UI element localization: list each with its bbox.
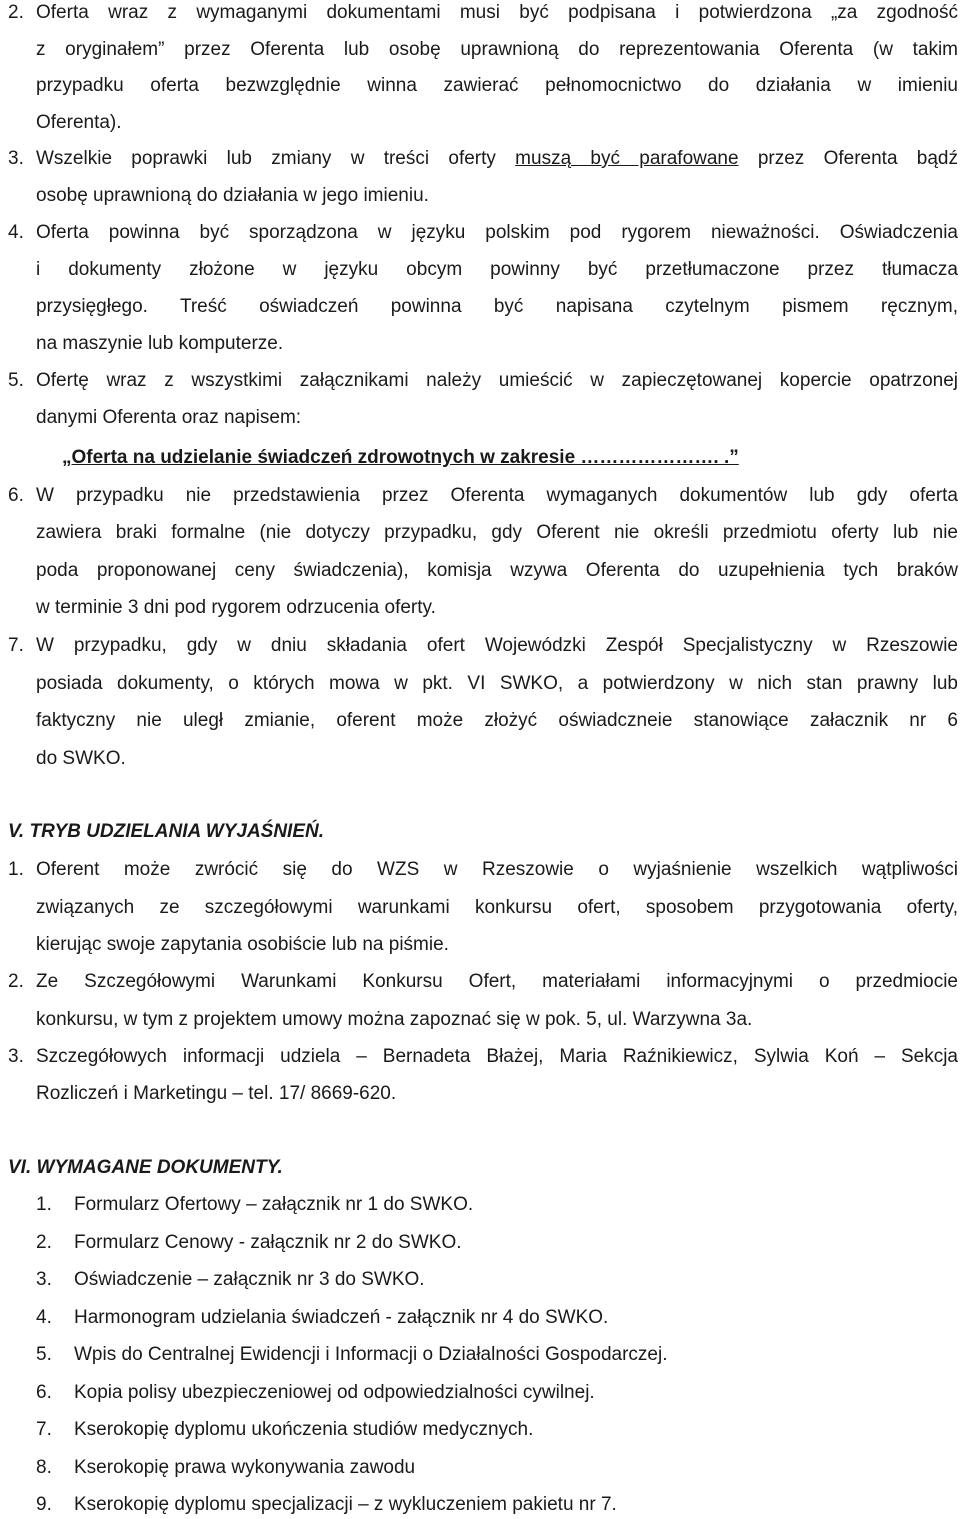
- item-number: 1.: [36, 1194, 52, 1215]
- paragraph-line: posiada dokumenty, o których mowa w pkt. VI SWKO, a potwierdzony w nich stan prawny lub: [36, 673, 958, 694]
- document-name: Formularz Cenowy - załącznik nr 2 do SWKO.: [74, 1231, 462, 1253]
- item-number: 4.: [36, 1306, 52, 1328]
- item-number: 6.: [36, 1381, 52, 1403]
- document-list-item: [36, 1344, 667, 1366]
- paragraph-line: kierując swoje zapytania osobiście lub na piśmie.: [36, 934, 449, 955]
- item-number: 3.: [8, 148, 24, 169]
- item-number: 7.: [36, 1419, 52, 1440]
- section-heading-v: V. TRYB UDZIELANIA WYJAŚNIEŃ.: [8, 821, 325, 842]
- paragraph-line: poda proponowanej ceny świadczenia), komisja wzywa Oferenta do uzupełnienia tych braków: [36, 560, 958, 581]
- paragraph-line: Rozliczeń i Marketingu – tel. 17/ 8669-620.: [36, 1083, 397, 1104]
- document-list-item: [36, 1457, 415, 1479]
- paragraph-line: [36, 148, 958, 170]
- paragraph-line: Oferta wraz z wymaganymi dokumentami musi być podpisana i potwierdzona „za zgodność: [36, 2, 958, 23]
- paragraph-line: Oferent może zwrócić się do WZS w Rzeszowie o wyjaśnienie wszelkich wątpliwości: [36, 859, 958, 880]
- document-list-item: [36, 1419, 533, 1441]
- document-name: Kopia polisy ubezpieczeniowej od odpowiedzialności cywilnej.: [74, 1381, 595, 1403]
- paragraph-line: W przypadku, gdy w dniu składania ofert Wojewódzki Zespół Specjalistyczny w Rzeszowie: [36, 635, 958, 656]
- document-list-item: [36, 1382, 595, 1404]
- item-number: 3.: [8, 1046, 24, 1067]
- document-name: Harmonogram udzielania świadczeń - załącznik nr 4 do SWKO.: [74, 1306, 609, 1328]
- document-name: Kserokopię dyplomu specjalizacji – z wykluczeniem pakietu nr 7.: [74, 1494, 617, 1515]
- paragraph-text: Wszelkie poprawki lub zmiany w treści oferty: [36, 148, 496, 169]
- paragraph-line: przysięgłego. Treść oświadczeń powinna być napisana czytelnym pismem ręcznym,: [36, 296, 958, 317]
- paragraph-line: i dokumenty złożone w języku obcym powinny być przetłumaczone przez tłumacza: [36, 259, 958, 280]
- paragraph-text: przez Oferenta bądź: [757, 148, 958, 169]
- item-number: 6.: [8, 485, 24, 506]
- document-name: Kserokopię prawa wykonywania zawodu: [74, 1456, 416, 1478]
- item-number: 1.: [8, 859, 24, 880]
- item-number: 7.: [8, 635, 24, 656]
- paragraph-line: Oferenta).: [36, 112, 122, 133]
- paragraph-line: Ofertę wraz z wszystkimi załącznikami należy umieścić w zapieczętowanej kopercie opatrzonej: [36, 370, 958, 391]
- item-number: 4.: [8, 222, 24, 243]
- paragraph-line: Oferta powinna być sporządzona w języku polskim pod rygorem nieważności. Oświadczenia: [36, 222, 958, 243]
- document-list-item: [36, 1494, 617, 1516]
- document-list-item: [36, 1232, 462, 1254]
- item-number: 9.: [36, 1494, 52, 1515]
- document-name: Oświadczenie – załącznik nr 3 do SWKO.: [74, 1269, 425, 1290]
- envelope-label-statement: „Oferta na udzielanie świadczeń zdrowotnych w zakresie …………………. .”: [62, 447, 739, 468]
- paragraph-line: faktyczny nie uległ zmianie, oferent może złożyć oświadczneie stanowiące załacznik nr 6: [36, 710, 958, 731]
- paragraph-line: Ze Szczegółowymi Warunkami Konkursu Ofert, materiałami informacyjnymi o przedmiocie: [36, 971, 958, 992]
- document-name: Kserokopię dyplomu ukończenia studiów medycznych.: [74, 1419, 534, 1440]
- item-number: 2.: [8, 2, 24, 23]
- paragraph-line: związanych ze szczegółowymi warunkami konkursu ofert, sposobem przygotowania oferty,: [36, 897, 958, 918]
- paragraph-line: w terminie 3 dni pod rygorem odrzucenia oferty.: [36, 597, 436, 618]
- paragraph-line: danymi Oferenta oraz napisem:: [36, 407, 302, 428]
- paragraph-line: z oryginałem” przez Oferenta lub osobę uprawnioną do reprezentowania Oferenta (w takim: [36, 39, 958, 60]
- item-number: 2.: [8, 971, 24, 992]
- item-number: 3.: [36, 1269, 52, 1290]
- document-list-item: [36, 1269, 425, 1291]
- paragraph-line: Szczegółowych informacji udziela – Bernadeta Błażej, Maria Raźnikiewicz, Sylwia Koń – Sekcja: [36, 1046, 958, 1067]
- paragraph-line: zawiera braki formalne (nie dotyczy przypadku, gdy Oferent nie określi przedmiotu oferty lub nie: [36, 522, 958, 543]
- paragraph-line: do SWKO.: [36, 748, 126, 769]
- item-number: 2.: [36, 1231, 52, 1253]
- paragraph-line: W przypadku nie przedstawienia przez Oferenta wymaganych dokumentów lub gdy oferta: [36, 485, 958, 506]
- document-name: Formularz Ofertowy – załącznik nr 1 do SWKO.: [74, 1194, 474, 1215]
- item-number: 8.: [36, 1456, 52, 1478]
- paragraph-line: osobę uprawnioną do działania w jego imieniu.: [36, 185, 429, 206]
- paragraph-line: na maszynie lub komputerze.: [36, 333, 284, 354]
- paragraph-line: przypadku oferta bezwzględnie winna zawierać pełnomocnictwo do działania w imieniu: [36, 75, 958, 96]
- underlined-text: muszą być parafowane: [515, 148, 739, 169]
- document-list-item: [36, 1307, 608, 1329]
- paragraph-line: konkursu, w tym z projektem umowy można zapoznać się w pok. 5, ul. Warzywna 3a.: [36, 1009, 753, 1030]
- document-list-item: [36, 1194, 473, 1216]
- item-number: 5.: [8, 370, 24, 391]
- item-number: 5.: [36, 1344, 52, 1365]
- section-heading-vi: VI. WYMAGANE DOKUMENTY.: [8, 1157, 283, 1178]
- document-name: Wpis do Centralnej Ewidencji i Informacji o Działalności Gospodarczej.: [74, 1344, 668, 1365]
